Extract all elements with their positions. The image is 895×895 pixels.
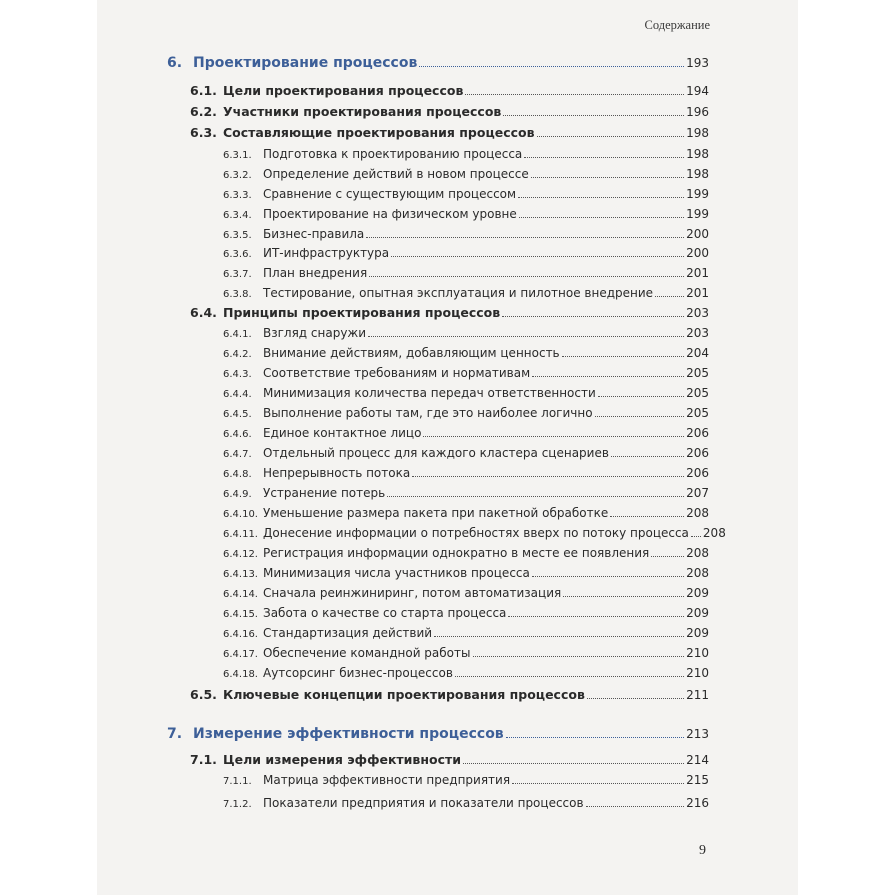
dot-leader <box>655 296 684 297</box>
toc-number: 6.4. <box>190 305 217 320</box>
toc-page-number: 208 <box>686 566 709 580</box>
toc-title: Донесение информации о потребностях вверх по потоку процесса <box>263 526 689 540</box>
toc-number: 6.4.7. <box>223 449 252 460</box>
dot-leader <box>532 576 684 577</box>
toc-page-number: 201 <box>686 286 709 300</box>
toc-number: 6.3.5. <box>223 230 252 241</box>
toc-number: 6.4.11. <box>223 529 258 540</box>
toc-title: Участники проектирования процессов <box>223 104 502 119</box>
toc-page-number: 208 <box>686 546 709 560</box>
dot-leader <box>537 136 685 137</box>
toc-subsection <box>223 795 709 813</box>
toc-subsection <box>223 325 709 343</box>
toc-title: Обеспечение командной работы <box>263 646 471 660</box>
toc-subsection <box>223 226 709 244</box>
toc-number: 6.4.13. <box>223 569 258 580</box>
toc-title: Проектирование процессов <box>193 55 418 71</box>
dot-leader <box>531 177 684 178</box>
toc-title: Тестирование, опытная эксплуатация и пилотное внедрение <box>263 286 654 300</box>
toc-subsection <box>223 772 709 790</box>
toc-page-number: 213 <box>686 727 709 741</box>
dot-leader <box>412 476 684 477</box>
toc-page-number: 214 <box>686 753 709 767</box>
toc-number: 6.5. <box>190 687 217 702</box>
toc-title: Цели проектирования процессов <box>223 83 464 98</box>
toc-section <box>190 83 709 99</box>
dot-leader <box>524 157 684 158</box>
dot-leader <box>463 763 684 764</box>
toc-title: Сравнение с существующим процессом <box>263 187 517 201</box>
toc-title: Устранение потерь <box>263 486 386 500</box>
toc-chapter <box>167 726 709 742</box>
toc-title: Взгляд снаружи <box>263 326 367 340</box>
toc-number: 6.4.17. <box>223 649 258 660</box>
toc-title: Непрерывность потока <box>263 466 411 480</box>
toc-title: ИТ-инфраструктура <box>263 246 390 260</box>
toc-page-number: 206 <box>686 426 709 440</box>
dot-leader <box>532 376 684 377</box>
toc-title: Матрица эффективности предприятия <box>263 773 511 787</box>
dot-leader <box>611 456 684 457</box>
toc-title: Ключевые концепции проектирования процессов <box>223 687 585 702</box>
toc-page-number: 210 <box>686 646 709 660</box>
dot-leader <box>519 217 684 218</box>
toc-subsection <box>223 525 726 543</box>
book-page <box>97 0 798 895</box>
toc-subsection <box>223 166 709 184</box>
toc-page-number: 200 <box>686 246 709 260</box>
toc-number: 6.3.2. <box>223 170 252 181</box>
toc-subsection <box>223 465 709 483</box>
toc-number: 6.4.4. <box>223 389 252 400</box>
dot-leader <box>502 316 684 317</box>
toc-page-number: 206 <box>686 466 709 480</box>
toc-number: 7.1. <box>190 752 217 767</box>
toc-page-number: 198 <box>686 126 709 140</box>
toc-subsection <box>223 345 709 363</box>
dot-leader <box>691 536 701 537</box>
dot-leader <box>368 336 684 337</box>
toc-page-number: 209 <box>686 626 709 640</box>
toc-subsection <box>223 146 709 164</box>
dot-leader <box>512 783 684 784</box>
toc-number: 6.3.3. <box>223 190 252 201</box>
toc-title: Показатели предприятия и показатели процессов <box>263 796 584 810</box>
toc-page-number: 205 <box>686 366 709 380</box>
toc-page-number: 193 <box>686 56 709 70</box>
dot-leader <box>387 496 684 497</box>
toc-page-number: 205 <box>686 406 709 420</box>
toc-subsection <box>223 265 709 283</box>
toc-number: 6.4.16. <box>223 629 258 640</box>
toc-page-number: 215 <box>686 773 709 787</box>
toc-section <box>190 104 709 120</box>
toc-title: Цели измерения эффективности <box>223 752 461 767</box>
toc-page-number: 198 <box>686 167 709 181</box>
toc-page-number: 199 <box>686 207 709 221</box>
toc-title: Регистрация информации однократно в месте ее появления <box>263 546 650 560</box>
toc-title: Проектирование на физическом уровне <box>263 207 517 221</box>
toc-section <box>190 752 709 768</box>
toc-number: 6.4.12. <box>223 549 258 560</box>
toc-title: Уменьшение размера пакета при пакетной обработке <box>263 506 609 520</box>
toc-title: Стандартизация действий <box>263 626 433 640</box>
toc-subsection <box>223 565 709 583</box>
toc-title: Минимизация количества передач ответственности <box>263 386 596 400</box>
dot-leader <box>563 596 684 597</box>
toc-title: Определение действий в новом процессе <box>263 167 529 181</box>
toc-title: План внедрения <box>263 266 368 280</box>
dot-leader <box>506 737 684 738</box>
toc-number: 7.1.2. <box>223 799 252 810</box>
toc-section <box>190 305 709 321</box>
dot-leader <box>586 806 685 807</box>
toc-number: 6.3.7. <box>223 269 252 280</box>
dot-leader <box>587 698 684 699</box>
toc-subsection <box>223 645 709 663</box>
toc-section <box>190 687 709 703</box>
toc-number: 6.4.1. <box>223 329 252 340</box>
toc-page-number: 200 <box>686 227 709 241</box>
toc-subsection <box>223 365 709 383</box>
toc-number: 6.4.3. <box>223 369 252 380</box>
toc-subsection <box>223 186 709 204</box>
toc-page-number: 209 <box>686 606 709 620</box>
toc-page-number: 216 <box>686 796 709 810</box>
toc-page-number: 198 <box>686 147 709 161</box>
toc-number: 6.3.4. <box>223 210 252 221</box>
dot-leader <box>391 256 684 257</box>
toc-subsection <box>223 405 709 423</box>
toc-title: Забота о качестве со старта процесса <box>263 606 507 620</box>
page-number: 9 <box>699 843 706 858</box>
toc-number: 6.4.14. <box>223 589 258 600</box>
toc-subsection <box>223 245 709 263</box>
toc-page-number: 208 <box>686 506 709 520</box>
dot-leader <box>595 416 685 417</box>
toc-number: 6.2. <box>190 104 217 119</box>
toc-subsection <box>223 206 709 224</box>
toc-number: 6.4.18. <box>223 669 258 680</box>
toc-title: Измерение эффективности процессов <box>193 726 504 742</box>
toc-number: 6.3.8. <box>223 289 252 300</box>
toc-title: Подготовка к проектированию процесса <box>263 147 523 161</box>
dot-leader <box>434 636 684 637</box>
toc-number: 6.3.6. <box>223 249 252 260</box>
toc-title: Бизнес-правила <box>263 227 365 241</box>
toc-title: Принципы проектирования процессов <box>223 305 501 320</box>
dot-leader <box>473 656 685 657</box>
toc-page-number: 210 <box>686 666 709 680</box>
toc-section <box>190 125 709 141</box>
toc-subsection <box>223 505 709 523</box>
toc-page-number: 208 <box>702 526 726 540</box>
toc-number: 6.4.15. <box>223 609 258 620</box>
toc-number: 6.4.9. <box>223 489 252 500</box>
toc-page-number: 207 <box>686 486 709 500</box>
toc-title: Отдельный процесс для каждого кластера сценариев <box>263 446 609 460</box>
dot-leader <box>518 197 684 198</box>
toc-number: 6.4.8. <box>223 469 252 480</box>
toc-page-number: 209 <box>686 586 709 600</box>
toc-subsection <box>223 385 709 403</box>
dot-leader <box>562 356 684 357</box>
toc-number: 6.3.1. <box>223 150 252 161</box>
toc-number: 6.4.10. <box>223 509 258 520</box>
toc-subsection <box>223 625 709 643</box>
toc-title: Внимание действиям, добавляющим ценность <box>263 346 560 360</box>
dot-leader <box>465 94 684 95</box>
toc-page-number: 204 <box>686 346 709 360</box>
toc-title: Аутсорсинг бизнес-процессов <box>263 666 453 680</box>
toc-page-number: 206 <box>686 446 709 460</box>
dot-leader <box>503 115 684 116</box>
toc-subsection <box>223 445 709 463</box>
toc-number: 6.3. <box>190 125 217 140</box>
toc-page-number: 196 <box>686 105 709 119</box>
dot-leader <box>366 237 684 238</box>
toc-page-number: 201 <box>686 266 709 280</box>
dot-leader <box>598 396 684 397</box>
dot-leader <box>508 616 684 617</box>
dot-leader <box>651 556 684 557</box>
toc-page-number: 194 <box>686 84 709 98</box>
dot-leader <box>419 66 684 67</box>
toc-number: 6.1. <box>190 83 217 98</box>
toc-page-number: 199 <box>686 187 709 201</box>
toc-number: 6.4.6. <box>223 429 252 440</box>
toc-subsection <box>223 285 709 303</box>
toc-page-number: 203 <box>686 326 709 340</box>
dot-leader <box>369 276 684 277</box>
toc-title: Сначала реинжиниринг, потом автоматизация <box>263 586 562 600</box>
toc-chapter <box>167 55 709 71</box>
toc-page-number: 205 <box>686 386 709 400</box>
toc-number: 7. <box>167 726 183 742</box>
toc-subsection <box>223 545 709 563</box>
toc-number: 7.1.1. <box>223 776 252 787</box>
dot-leader <box>423 436 684 437</box>
toc-subsection <box>223 585 709 603</box>
toc-title: Единое контактное лицо <box>263 426 422 440</box>
toc-number: 6. <box>167 55 183 71</box>
running-header: Содержание <box>644 18 710 32</box>
dot-leader <box>455 676 684 677</box>
dot-leader <box>610 516 684 517</box>
toc-title: Составляющие проектирования процессов <box>223 125 535 140</box>
toc-subsection <box>223 605 709 623</box>
toc-title: Выполнение работы там, где это наиболее логично <box>263 406 593 420</box>
toc-subsection <box>223 665 709 683</box>
toc-page-number: 203 <box>686 306 709 320</box>
toc-number: 6.4.2. <box>223 349 252 360</box>
toc-title: Соответствие требованиям и нормативам <box>263 366 531 380</box>
toc-title: Минимизация числа участников процесса <box>263 566 530 580</box>
toc-subsection <box>223 485 709 503</box>
toc-number: 6.4.5. <box>223 409 252 420</box>
toc-page-number: 211 <box>686 688 709 702</box>
toc-subsection <box>223 425 709 443</box>
